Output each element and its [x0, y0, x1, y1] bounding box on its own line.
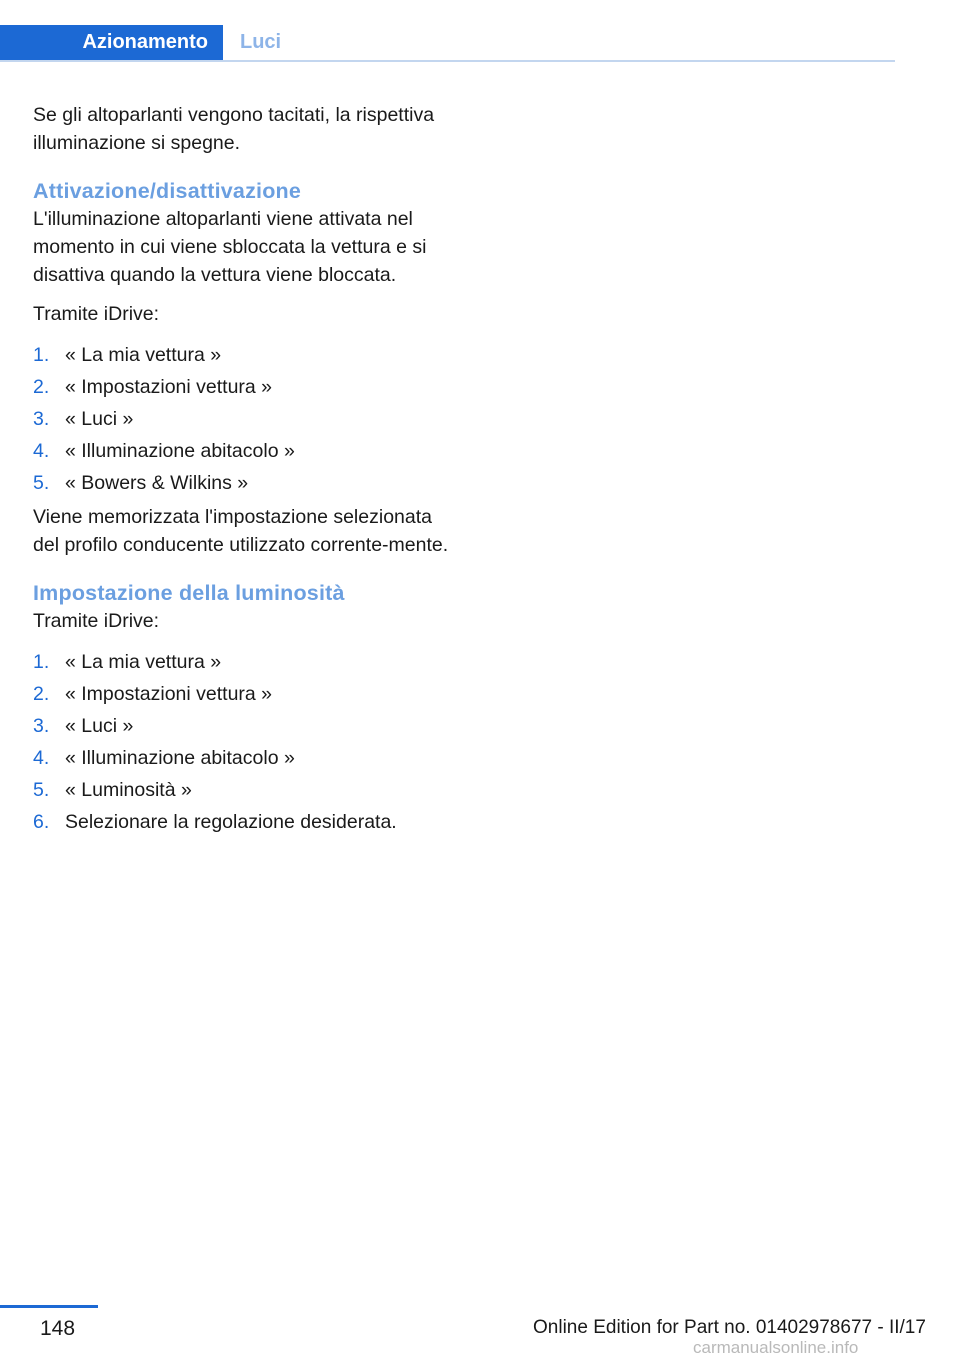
list-item-text: « Illuminazione abitacolo »: [65, 440, 295, 462]
footer-divider: [0, 1305, 98, 1308]
list-item: [33, 710, 453, 742]
section-heading-attivazione: Attivazione/disattivazione: [33, 179, 302, 203]
section1-lead: Tramite iDrive:: [33, 303, 160, 325]
main-content: [33, 101, 453, 842]
header-divider: [0, 60, 895, 62]
section-heading-luminosita: Impostazione della luminosità: [33, 581, 345, 605]
list-item-text: « La mia vettura »: [65, 344, 222, 366]
intro-paragraph: Se gli altoparlanti vengono tacitati, la rispettiva illuminazione si spegne.: [33, 104, 435, 154]
list-item: [33, 678, 453, 710]
list-item: [33, 774, 453, 806]
section2-lead: Tramite iDrive:: [33, 610, 160, 632]
list-item: [33, 806, 453, 838]
list-item-number: 6.: [33, 811, 50, 833]
list-item: [33, 371, 453, 403]
list-item-number: 1.: [33, 651, 50, 673]
list-item-text: « Luci »: [65, 408, 134, 430]
list-item-number: 3.: [33, 408, 50, 430]
list-item-text: Selezionare la regolazione desiderata.: [65, 811, 397, 833]
header-tabs: [0, 25, 895, 62]
list-item-text: « La mia vettura »: [65, 651, 222, 673]
list-item: [33, 646, 453, 678]
list-item-number: 4.: [33, 440, 50, 462]
list-item-text: « Impostazioni vettura »: [65, 376, 273, 398]
section2-steps: [33, 646, 453, 838]
list-item-text: « Illuminazione abitacolo »: [65, 747, 295, 769]
list-item-number: 2.: [33, 683, 50, 705]
list-item-number: 3.: [33, 715, 50, 737]
list-item-number: 1.: [33, 344, 50, 366]
list-item-text: « Luminosità »: [65, 779, 192, 801]
section1-paragraph: L'illuminazione altoparlanti viene attivata nel momento in cui viene sbloccata la vettura e si disattiva quando la vettura viene bloccata.: [33, 208, 427, 286]
list-item-number: 2.: [33, 376, 50, 398]
section1-steps: [33, 339, 453, 499]
list-item: [33, 467, 453, 499]
list-item-text: « Bowers & Wilkins »: [65, 472, 249, 494]
edition-label: Online Edition for Part no. 01402978677 - II/17: [533, 1317, 926, 1338]
list-item-text: « Luci »: [65, 715, 134, 737]
list-item-number: 5.: [33, 779, 50, 801]
list-item-number: 4.: [33, 747, 50, 769]
page-number: 148: [40, 1317, 76, 1340]
tab-luci[interactable]: Luci: [240, 31, 282, 53]
list-item: [33, 435, 453, 467]
tab-azionamento[interactable]: Azionamento: [0, 25, 223, 60]
list-item: [33, 403, 453, 435]
list-item-number: 5.: [33, 472, 50, 494]
section1-note: Viene memorizzata l'impostazione selezionata del profilo conducente utilizzato corrente‐mente.: [33, 506, 449, 556]
watermark: carmanualsonline.info: [693, 1338, 859, 1357]
list-item: [33, 742, 453, 774]
list-item-text: « Impostazioni vettura »: [65, 683, 273, 705]
list-item: [33, 339, 453, 371]
